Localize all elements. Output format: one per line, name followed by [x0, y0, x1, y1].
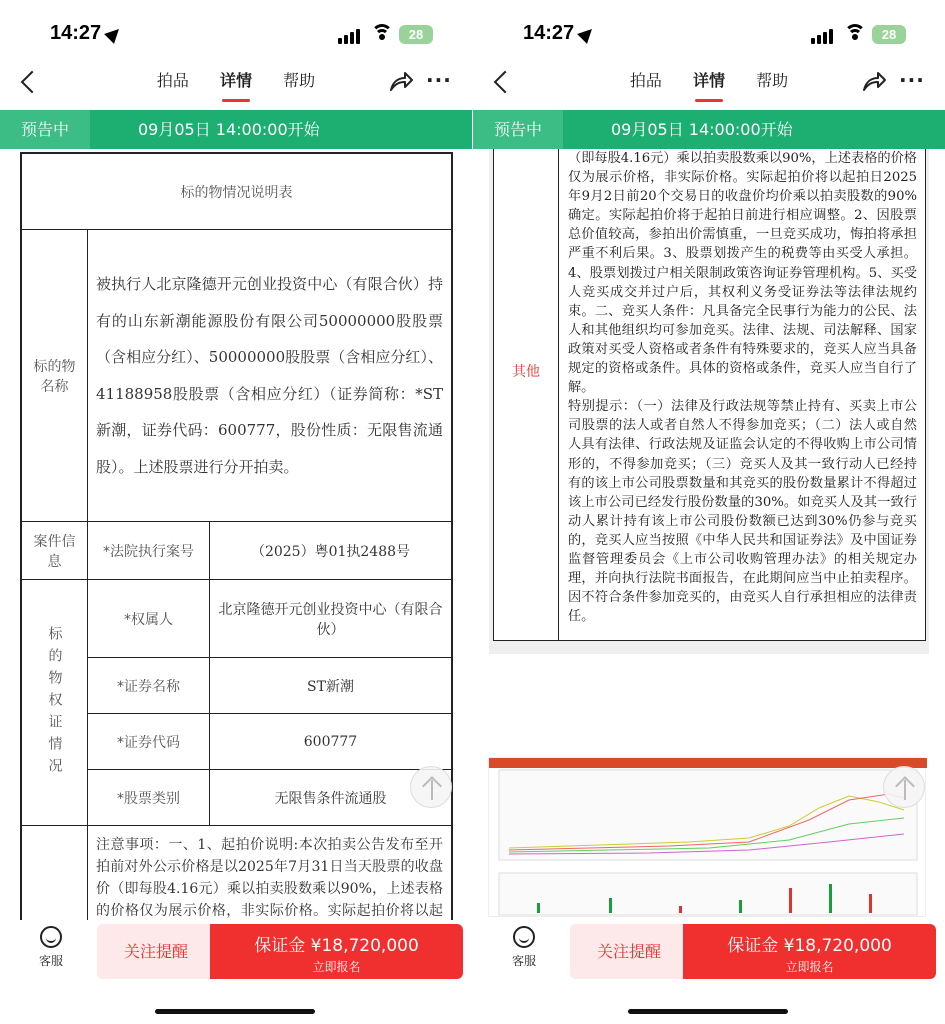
left-screen — [0, 0, 472, 1024]
customer-service-label: 客服 — [38, 954, 63, 968]
signup-button[interactable] — [210, 924, 463, 979]
special-note: 特别提示：（一）法律及行政法规等禁止持有、买卖上市公司股票的法人或者自然人不得参加竞买；（二）法人或自然人具有法律、行政法规及证监会认定的不得收购上市公司情形的，不得参加竞买；（三）竞买人及其一致行动人已经持有的该上市公司股票数量和其竞买的股份数量累计不得超过该上市公司已经发行股份数量的30%。如竞买人及其一致行动人累计持有该上市公司股份数额已达到30%仍参与竞买的，竞买人应当按照《中华人民共和国证券法》及中国证券监督管理委员会《上市公司收购管理办法》的相关规定办理，并向执行法院书面报告，在此期间应当中止拍卖程序。因不符合条件参加竞买的，由竞买人自行承担相应的法律责任。 — [568, 399, 917, 625]
clock: 14:27 — [523, 22, 575, 44]
home-indicator — [628, 1009, 788, 1014]
security-code-key: *证券代码 — [88, 714, 210, 770]
cellular-signal-icon — [338, 28, 362, 44]
case-label: 案件信息 — [22, 522, 88, 580]
other-table — [493, 149, 926, 641]
more-icon[interactable]: ··· — [899, 68, 925, 92]
other-label-cell — [494, 149, 559, 640]
security-name-key: *证券名称 — [88, 658, 210, 714]
tab-item[interactable]: 拍品 — [156, 71, 189, 90]
bottom-action-bar — [473, 920, 945, 1024]
scroll-top-button[interactable] — [883, 766, 925, 808]
top-nav — [0, 62, 472, 106]
status-label: 预告中 — [473, 110, 563, 149]
tab-help[interactable]: 帮助 — [283, 71, 316, 90]
case-value: （2025）粤01执2488号 — [210, 522, 452, 580]
table-title: 标的物情况说明表 — [22, 154, 452, 230]
location-arrow-icon — [577, 24, 597, 44]
status-bar — [0, 0, 472, 66]
owner-key: *权属人 — [88, 580, 210, 658]
name-value: 被执行人北京隆德开元创业投资中心（有限合伙）持有的山东新潮能源股份有限公司50000000股股票（含相应分红）、50000000股股票（含相应分红）、41188958股股票（含相应分红）（证券简称：*ST新潮，证券代码：600777，股份性质：无限售流通股）。上述股票进行分开拍卖。 — [88, 230, 452, 522]
tab-help[interactable]: 帮助 — [756, 71, 789, 90]
security-code-value: 600777 — [210, 714, 452, 770]
right-screen — [473, 0, 945, 1024]
other-label: 其他 — [512, 364, 540, 380]
auction-status-banner — [0, 110, 472, 149]
cellular-signal-icon — [811, 28, 835, 44]
share-icon[interactable] — [388, 68, 414, 94]
name-label: 标的物名称 — [22, 230, 88, 522]
follow-reminder-button[interactable]: 关注提醒 — [97, 924, 215, 979]
bottom-action-bar — [0, 920, 472, 1024]
stock-type-value: 无限售条件流通股 — [210, 770, 452, 826]
more-icon[interactable]: ··· — [426, 68, 452, 92]
info-table — [20, 152, 453, 976]
tab-details[interactable]: 详情 — [693, 68, 725, 102]
battery-icon: 28 — [399, 25, 433, 44]
tab-details[interactable]: 详情 — [220, 68, 252, 102]
wifi-icon — [371, 24, 393, 42]
security-name-value: ST新潮 — [210, 658, 452, 714]
start-time: 09月05日 14:00:00开始 — [611, 120, 793, 139]
deposit-amount: 保证金 ¥18,720,000 — [254, 936, 419, 956]
tab-item[interactable]: 拍品 — [629, 71, 662, 90]
owner-value: 北京隆德开元创业投资中心（有限合伙） — [210, 580, 452, 658]
customer-service-button[interactable] — [36, 926, 66, 969]
signup-label: 立即报名 — [785, 960, 834, 974]
location-arrow-icon — [104, 24, 124, 44]
signup-label: 立即报名 — [312, 960, 361, 974]
rights-label: 标的物权证情况 — [22, 580, 88, 826]
kline-graphic — [489, 758, 927, 918]
wifi-icon — [844, 24, 866, 42]
stock-type-key: *股票类别 — [88, 770, 210, 826]
signup-button[interactable] — [683, 924, 936, 979]
share-icon[interactable] — [861, 68, 887, 94]
status-label: 预告中 — [0, 110, 90, 149]
follow-reminder-button[interactable]: 关注提醒 — [570, 924, 688, 979]
customer-service-icon — [40, 926, 62, 948]
notice-text: 注意事项：一、1、起拍价说明:本次拍卖公告发布至开拍前对外公示价格是以2025年7月31日当天股票的收盘价（即每股4.16元）乘以拍卖股数乘以90%，上述表格的价格仅为展示价格，非实际价格。实际起拍价将以起 — [88, 826, 452, 975]
case-key: *法院执行案号 — [88, 522, 210, 580]
other-text-cell — [568, 149, 917, 626]
start-time: 09月05日 14:00:00开始 — [138, 120, 320, 139]
auction-status-banner — [473, 110, 945, 149]
top-nav — [473, 62, 945, 106]
other-text: （即每股4.16元）乘以拍卖股数乘以90%，上述表格的价格仅为展示价格，非实际价格。实际起拍价将以起拍日2025年9月2日前20个交易日的收盘价均价乘以拍卖股数的90%确定。实际起拍价将于起拍日前进行相应调整。2、因股票总价值较高，参拍出价需慎重，一旦竞买成功，悔拍将承担严重不利后果。3、股票划拨产生的税费等由买受人承担。4、股票划拨过户相关限制政策咨询证券管理机构。5、买受人竞买成交并过户后，其权利义务受证券法等法律法规约束。二、竞买人条件：凡具备完全民事行为能力的公民、法人和其他组织均可参加竞买。法律、法规、司法解释、国家政策对买受人资格或者条件有特殊要求的，竞买人应当具备规定的资格或条件。具体的资格或条件，竞买人应当自行了解。 — [568, 151, 917, 396]
customer-service-label: 客服 — [511, 954, 536, 968]
customer-service-icon — [513, 926, 535, 948]
status-bar — [473, 0, 945, 66]
deposit-amount: 保证金 ¥18,720,000 — [727, 936, 892, 956]
battery-icon: 28 — [872, 25, 906, 44]
scroll-top-button[interactable] — [410, 766, 452, 808]
stock-kline-thumbnail — [488, 757, 926, 917]
home-indicator — [155, 1009, 315, 1014]
clock: 14:27 — [50, 22, 102, 44]
customer-service-button[interactable] — [509, 926, 539, 969]
